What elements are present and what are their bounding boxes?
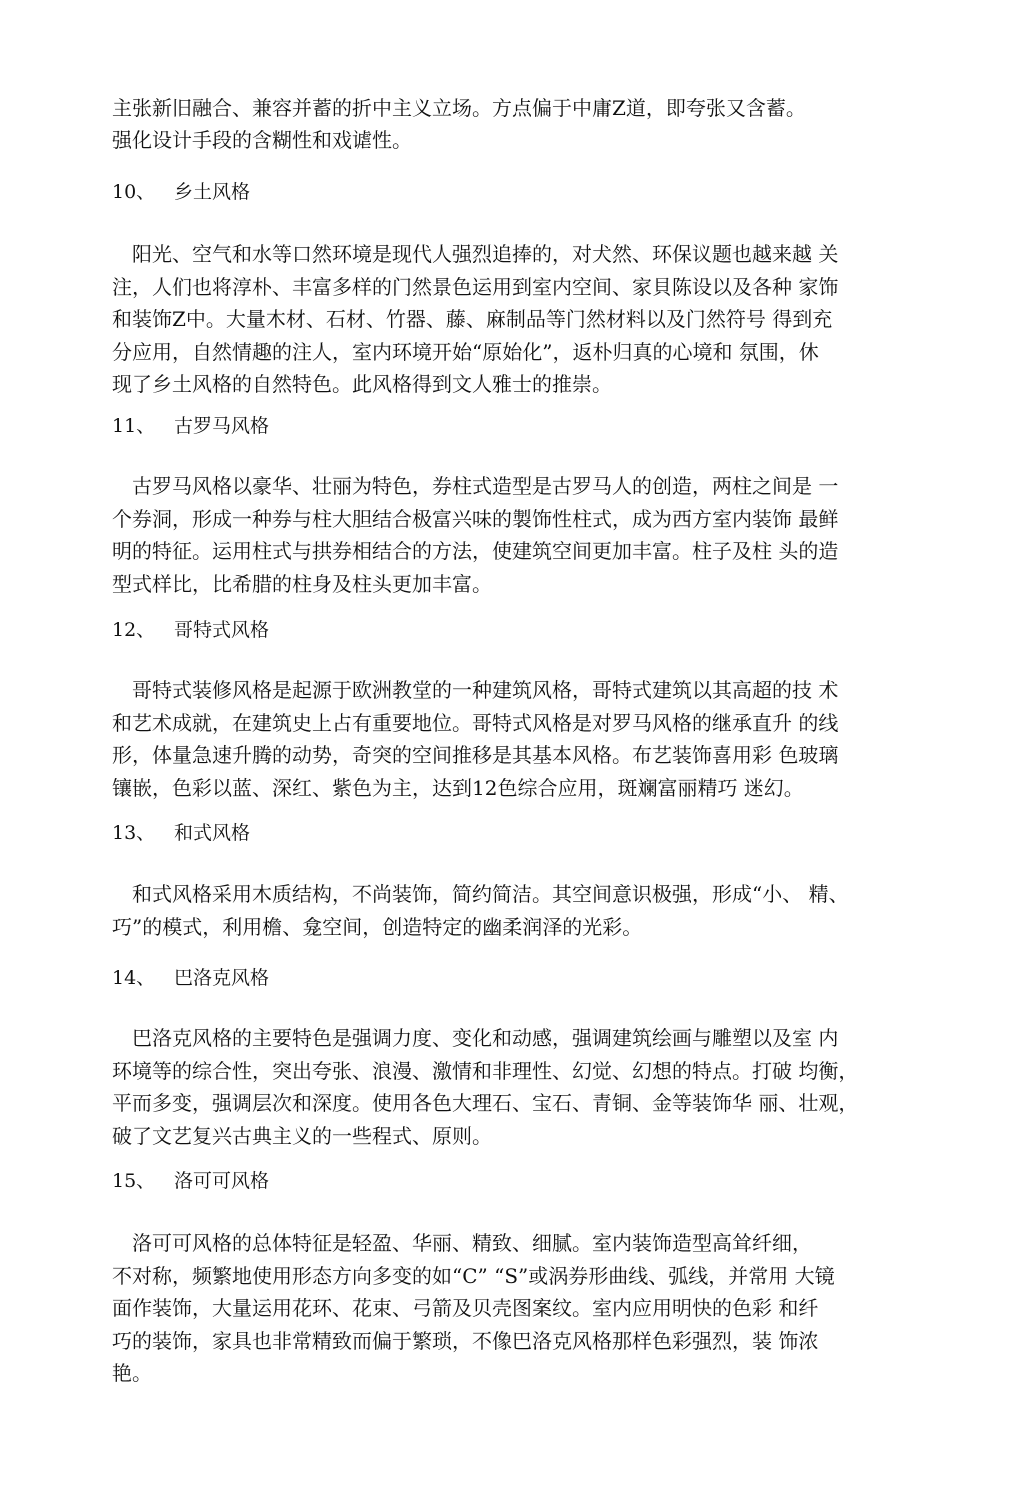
- paragraph-line: 不对称，频繁地使用形态方向多变的如“C” “S”或涡券形曲线、弧线，并常用 大镜: [112, 1263, 835, 1288]
- paragraph-line: 古罗马风格以豪华、壮丽为特色，券柱式造型是古罗马人的创造，两柱之间是 一: [112, 474, 839, 498]
- section-heading-11: [112, 412, 269, 440]
- paragraph-line: 平而多变，强调层次和深度。使用各色大理石、宝石、青铜、金等装饰华 丽、壮观，: [112, 1091, 859, 1115]
- section-paragraph-14: [112, 1022, 912, 1152]
- paragraph-line: 现了乡土风格的自然特色。此风格得到文人雅士的推崇。: [112, 372, 612, 396]
- paragraph-line: 和艺术成就，在建筑史上占有重要地位。哥特式风格是对罗马风格的继承直升 的线: [112, 710, 839, 735]
- section-heading-14: [112, 964, 269, 992]
- section-heading-13: [112, 819, 250, 847]
- section-number: 13、: [112, 822, 156, 844]
- paragraph-line: 面作装饰，大量运用花环、花束、弓箭及贝壳图案纹。室内应用明快的色彩 和纤: [112, 1296, 819, 1320]
- section-paragraph-11: [112, 470, 912, 600]
- paragraph-line: 巧”的模式，利用檐、龛空间，创造特定的幽柔润泽的光彩。: [112, 914, 643, 939]
- paragraph-line: 破了文艺复兴古典主义的一些程式、原则。: [112, 1123, 492, 1148]
- section-number: 12、: [112, 619, 156, 641]
- paragraph-line: 镶嵌，色彩以蓝、深红、紫色为主，达到12色综合应用，斑斓富丽精巧 迷幻。: [112, 775, 804, 800]
- section-heading-10: [112, 178, 250, 206]
- paragraph-line: 巧的装饰，家具也非常精致而偏于繁琐，不像巴洛克风格那样色彩强烈，装 饰浓: [112, 1328, 819, 1353]
- paragraph-line: 环境等的综合性，突出夸张、浪漫、激情和非理性、幻觉、幻想的特点。打破 均衡，: [112, 1058, 859, 1083]
- intro-line: 主张新旧融合、兼容并蓄的折中主义立场。方点偏于中庸Z道，即夸张又含蓄。: [112, 96, 806, 120]
- paragraph-line: 形，体量急速升腾的动势，奇突的空间推移是其基本风格。布艺装饰喜用彩 色玻璃: [112, 743, 839, 767]
- section-number: 15、: [112, 1170, 156, 1192]
- section-heading-12: [112, 616, 269, 644]
- section-title: 洛可可风格: [174, 1170, 270, 1192]
- paragraph-line: 和式风格采用木质结构，不尚装饰，简约简洁。其空间意识极强，形成“小、 精、: [112, 882, 849, 906]
- section-number: 10、: [112, 181, 156, 203]
- paragraph-line: 阳光、空气和水等口然环境是现代人强烈追捧的，对犬然、环保议题也越来越 关: [112, 242, 839, 266]
- paragraph-line: 哥特式装修风格是起源于欧洲教堂的一种建筑风格，哥特式建筑以其高超的技 术: [112, 678, 839, 702]
- section-title: 古罗马风格: [174, 415, 270, 437]
- paragraph-line: 巴洛克风格的主要特色是强调力度、变化和动感，强调建筑绘画与雕塑以及室 内: [112, 1026, 839, 1050]
- intro-line: 强化设计手段的含糊性和戏谑性。: [112, 128, 412, 152]
- section-title: 和式风格: [174, 822, 251, 844]
- paragraph-line: 分应用，自然情趣的注人，室内环境开始“原始化”，返朴归真的心境和 氛围，休: [112, 339, 819, 364]
- section-title: 巴洛克风格: [174, 967, 270, 989]
- section-number: 14、: [112, 967, 156, 989]
- section-heading-15: [112, 1167, 269, 1195]
- paragraph-line: 洛可可风格的总体特征是轻盈、华丽、精致、细腻。室内装饰造型高耸纤细，: [112, 1231, 812, 1255]
- paragraph-line: 和装饰Z中。大量木材、石材、竹器、藤、麻制品等门然材料以及门然符号 得到充: [112, 307, 833, 331]
- section-paragraph-13: [112, 878, 912, 943]
- section-paragraph-10: [112, 238, 912, 401]
- section-paragraph-12: [112, 674, 912, 804]
- section-number: 11、: [112, 415, 156, 437]
- intro-paragraph: [112, 92, 912, 156]
- paragraph-line: 型式样比，比希腊的柱身及柱头更加丰富。: [112, 571, 492, 596]
- section-title: 哥特式风格: [174, 619, 270, 641]
- paragraph-line: 注，人们也将淳朴、丰富多样的门然景色运用到室内空间、家貝陈设以及各种 家饰: [112, 274, 839, 299]
- paragraph-line: 个券洞，形成一种券与柱大胆结合极富兴味的製饰性柱式，成为西方室内装饰 最鲜: [112, 506, 839, 531]
- section-paragraph-15: [112, 1227, 912, 1390]
- paragraph-line: 明的特征。运用柱式与拱券相结合的方法，使建筑空间更加丰富。柱子及柱 头的造: [112, 539, 839, 563]
- section-title: 乡土风格: [174, 181, 251, 203]
- paragraph-line: 艳。: [112, 1361, 152, 1385]
